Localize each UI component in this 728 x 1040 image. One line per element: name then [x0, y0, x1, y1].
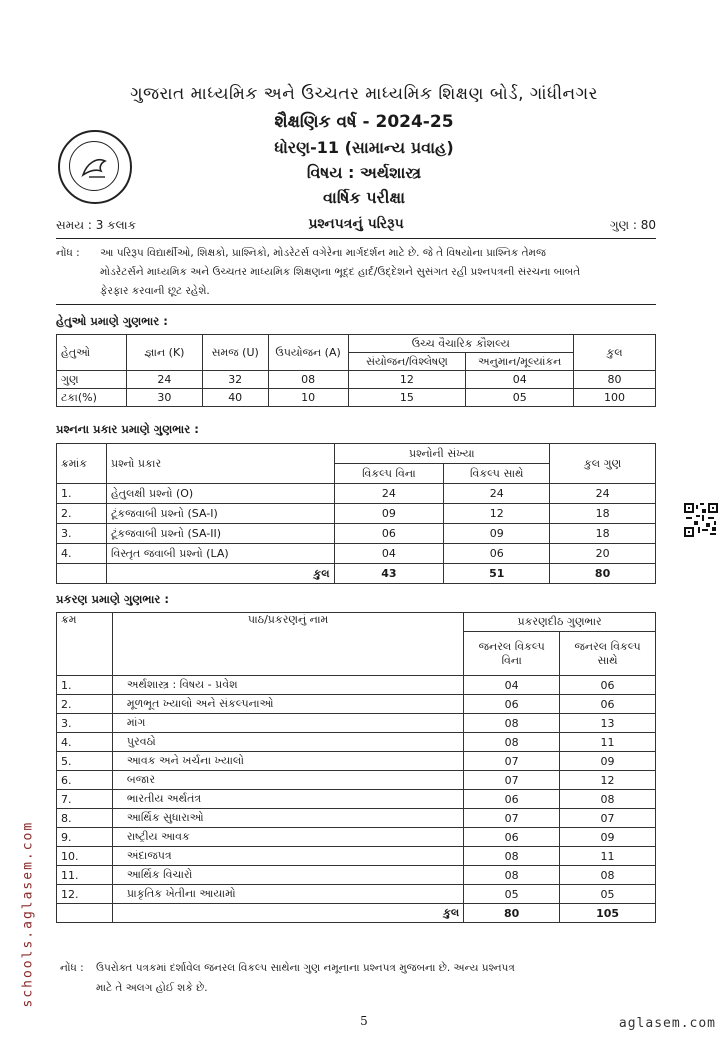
- cell-name: પ્રાકૃતિક ખેતીના આયામો: [112, 885, 463, 904]
- cell: 09: [444, 524, 550, 544]
- cell: 04: [334, 544, 444, 564]
- chapters-title: પ્રકરણ પ્રમાણે ગુણભાર :: [56, 592, 169, 606]
- cell-name: આર્થિક સુધારાઓ: [112, 809, 463, 828]
- cell-type: ટૂંકજવાબી પ્રશ્નો (SA-II): [106, 524, 334, 544]
- table-row: [57, 847, 656, 866]
- cell-name: અર્થશાસ્ત્ર : વિષય - પ્રવેશ: [112, 676, 463, 695]
- cell: 06: [444, 544, 550, 564]
- header-no: ક્રમાંક: [57, 444, 107, 484]
- cell: 07: [464, 809, 560, 828]
- cell: 08: [268, 371, 348, 389]
- cell: 07: [464, 771, 560, 790]
- cell-name: રાષ્ટ્રીય આવક: [112, 828, 463, 847]
- cell: 80: [574, 371, 656, 389]
- cell: 05: [464, 885, 560, 904]
- header-synthesis: સંયોજન/વિશ્લેષણ: [348, 353, 466, 371]
- table-row: [57, 389, 656, 407]
- cell-no: 7.: [57, 790, 113, 809]
- cell: 18: [550, 504, 656, 524]
- footer-note-label: નોંધ :: [60, 962, 84, 974]
- table-row: [57, 695, 656, 714]
- cell: 24: [550, 484, 656, 504]
- cell: 05: [466, 389, 574, 407]
- header-name: પાઠ/પ્રકરણનું નામ: [112, 613, 463, 676]
- subject: વિષય : અર્થશાસ્ત્ર: [306, 163, 422, 182]
- cell: 80: [550, 564, 656, 584]
- cell: 09: [560, 828, 656, 847]
- cell-no: 2.: [57, 695, 113, 714]
- cell: 40: [202, 389, 268, 407]
- cell-name: આર્થિક વિચારો: [112, 866, 463, 885]
- header-no: ક્રમ: [57, 613, 113, 676]
- exam-name: વાર્ષિક પરીક્ષા: [322, 188, 406, 207]
- board-seal-icon: [58, 130, 132, 204]
- cell: 04: [464, 676, 560, 695]
- cell-name: માંગ: [112, 714, 463, 733]
- table-row: [57, 809, 656, 828]
- qr-code-icon: [684, 503, 718, 537]
- cell-name: આવક અને ખર્ચના ખ્યાલો: [112, 752, 463, 771]
- cell: 08: [560, 866, 656, 885]
- header-weight: પ્રકરણદીઠ ગુણભાર: [464, 613, 656, 632]
- total-label: કુલ: [112, 904, 463, 923]
- header-hots: ઉચ્ચ વૈચારિક કૌશલ્ય: [348, 335, 574, 353]
- watermark-site: aglasem.com: [618, 1016, 716, 1031]
- cell: 105: [560, 904, 656, 923]
- table-total-row: [57, 564, 656, 584]
- table-row: [57, 752, 656, 771]
- table-row: [57, 828, 656, 847]
- header-type: પ્રશ્નો પ્રકાર: [106, 444, 334, 484]
- cell: 80: [464, 904, 560, 923]
- cell: 08: [464, 866, 560, 885]
- table-row: [57, 484, 656, 504]
- cell: 07: [560, 809, 656, 828]
- academic-year: શૈક્ષણિક વર્ષ - 2024-25: [274, 112, 454, 132]
- header-total-marks: કુલ ગુણ: [550, 444, 656, 484]
- cell-no: 6.: [57, 771, 113, 790]
- cell: 24: [126, 371, 202, 389]
- cell-no: 11.: [57, 866, 113, 885]
- cell: 06: [464, 790, 560, 809]
- cell: 09: [334, 504, 444, 524]
- table-row: [57, 504, 656, 524]
- cell: 11: [560, 847, 656, 866]
- cell-no: 9.: [57, 828, 113, 847]
- board-name: ગુજરાત માધ્યમિક અને ઉચ્ચતર માધ્યમિક શિક્ષણ બોર્ડ, ગાંધીનગર: [130, 84, 598, 104]
- table-row: [57, 714, 656, 733]
- table-row: [57, 790, 656, 809]
- note-line: આ પરિરૂપ વિદ્યાર્થીઓ, શિક્ષકો, પ્રાશ્નિકો, મોડરેટર્સ વગેરેના માર્ગદર્શન માટે છે. જે તે વિષયોના પ્રાશ્નિક તેમજ: [100, 247, 546, 259]
- header-total: કુલ: [574, 335, 656, 371]
- question-types-title: પ્રશ્નના પ્રકાર પ્રમાણે ગુણભાર :: [56, 422, 199, 436]
- table-header-row: [57, 335, 656, 353]
- cell-name: પુરવઠો: [112, 733, 463, 752]
- note-line: ફેરફાર કરવાની છૂટ રહેશે.: [100, 285, 210, 297]
- cell: 18: [550, 524, 656, 544]
- cell: 15: [348, 389, 466, 407]
- header-with-choice: વિકલ્પ સાથે: [444, 464, 550, 484]
- time-label: સમય : 3 કલાક: [56, 218, 137, 232]
- header-objectives: હેતુઓ: [57, 335, 127, 371]
- cell: 06: [464, 695, 560, 714]
- cell: 43: [334, 564, 444, 584]
- footer-note-line: ઉપરોક્ત પત્રકમાં દર્શાવેલ જનરલ વિકલ્પ સાથેના ગુણ નમૂનાના પ્રશ્નપત્ર મુજબના છે. અન્ય પ્રશ્નપત્ર: [96, 962, 515, 974]
- page-number: 5: [360, 1014, 368, 1028]
- note-line: મોડરેટર્સને માધ્યમિક અને ઉચ્ચતર માધ્યમિક શિક્ષણના ભૂદ્દ હાર્દ/ઉદ્દેશને સુસંગત રહી પ્રશ્નપત્રની સંરચના બાબતે: [100, 266, 581, 278]
- cell-no: 3.: [57, 524, 107, 544]
- header-without: જનરલ વિકલ્પ વિના: [464, 632, 560, 676]
- note-label: નોંધ :: [56, 247, 80, 259]
- header-with: જનરલ વિકલ્પ સાથે: [560, 632, 656, 676]
- table-row: [57, 866, 656, 885]
- cell: 12: [348, 371, 466, 389]
- cell-no: 5.: [57, 752, 113, 771]
- cell: 12: [444, 504, 550, 524]
- table-header-row: [57, 444, 656, 464]
- cell-no: 1.: [57, 484, 107, 504]
- table-row: [57, 676, 656, 695]
- cell: 08: [464, 847, 560, 866]
- divider: [56, 304, 656, 305]
- cell-no: 4.: [57, 733, 113, 752]
- header-knowledge: જ્ઞાન (K): [126, 335, 202, 371]
- header-count: પ્રશ્નોની સંખ્યા: [334, 444, 550, 464]
- table-row: [57, 371, 656, 389]
- cell: 06: [464, 828, 560, 847]
- table-header-row: [57, 613, 656, 632]
- standard: ધોરણ-11 (સામાન્ય પ્રવાહ): [274, 138, 454, 157]
- cell-no: 1.: [57, 676, 113, 695]
- cell: 20: [550, 544, 656, 564]
- cell: 32: [202, 371, 268, 389]
- cell: 08: [560, 790, 656, 809]
- cell: 05: [560, 885, 656, 904]
- header-evaluation: અનુમાન/મૂલ્યાંકન: [466, 353, 574, 371]
- cell: 06: [560, 676, 656, 695]
- cell: 08: [464, 714, 560, 733]
- table-row: [57, 771, 656, 790]
- cell-type: વિસ્તૃત જવાબી પ્રશ્નો (LA): [106, 544, 334, 564]
- cell: 06: [334, 524, 444, 544]
- cell: 07: [464, 752, 560, 771]
- cell-type: હેતુલક્ષી પ્રશ્નો (O): [106, 484, 334, 504]
- cell-no: 3.: [57, 714, 113, 733]
- marks-label: ગુણ : 80: [609, 218, 656, 232]
- cell-no: 10.: [57, 847, 113, 866]
- cell: 30: [126, 389, 202, 407]
- footer-note-line: માટે તે અલગ હોઈ શકે છે.: [96, 982, 208, 994]
- question-types-table: [56, 443, 656, 584]
- cell: 100: [574, 389, 656, 407]
- row-label: ગુણ: [57, 371, 127, 389]
- cell: 09: [560, 752, 656, 771]
- cell-name: મૂળભૂત ખ્યાલો અને સંકલ્પનાઓ: [112, 695, 463, 714]
- header-without-choice: વિકલ્પ વિના: [334, 464, 444, 484]
- exam-meta-row: [56, 218, 656, 236]
- cell-no: 12.: [57, 885, 113, 904]
- objectives-title: હેતુઓ પ્રમાણે ગુણભાર :: [56, 314, 168, 328]
- cell: 11: [560, 733, 656, 752]
- watermark-side: schools.aglasem.com: [20, 820, 36, 1008]
- cell-name: ભારતીય અર્થતંત્ર: [112, 790, 463, 809]
- cell: 06: [560, 695, 656, 714]
- cell-name: બજાર: [112, 771, 463, 790]
- cell-no: 8.: [57, 809, 113, 828]
- cell: 10: [268, 389, 348, 407]
- blueprint-title: પ્રશ્નપત્રનું પરિરૂપ: [308, 216, 404, 232]
- cell: 04: [466, 371, 574, 389]
- total-label: કુલ: [106, 564, 334, 584]
- cell: 12: [560, 771, 656, 790]
- table-row: [57, 544, 656, 564]
- objectives-table: [56, 334, 656, 407]
- cell: 08: [464, 733, 560, 752]
- cell: 24: [334, 484, 444, 504]
- cell-name: અંદાજપત્ર: [112, 847, 463, 866]
- divider: [56, 238, 656, 239]
- cell: 13: [560, 714, 656, 733]
- table-row: [57, 733, 656, 752]
- table-row: [57, 524, 656, 544]
- chapters-table: [56, 612, 656, 923]
- cell: 51: [444, 564, 550, 584]
- row-label: ટકા(%): [57, 389, 127, 407]
- table-row: [57, 885, 656, 904]
- cell-no: 2.: [57, 504, 107, 524]
- cell: 24: [444, 484, 550, 504]
- cell-no: 4.: [57, 544, 107, 564]
- cell-type: ટૂંકજવાબી પ્રશ્નો (SA-I): [106, 504, 334, 524]
- table-total-row: [57, 904, 656, 923]
- header-application: ઉપયોજન (A): [268, 335, 348, 371]
- header-understanding: સમજ (U): [202, 335, 268, 371]
